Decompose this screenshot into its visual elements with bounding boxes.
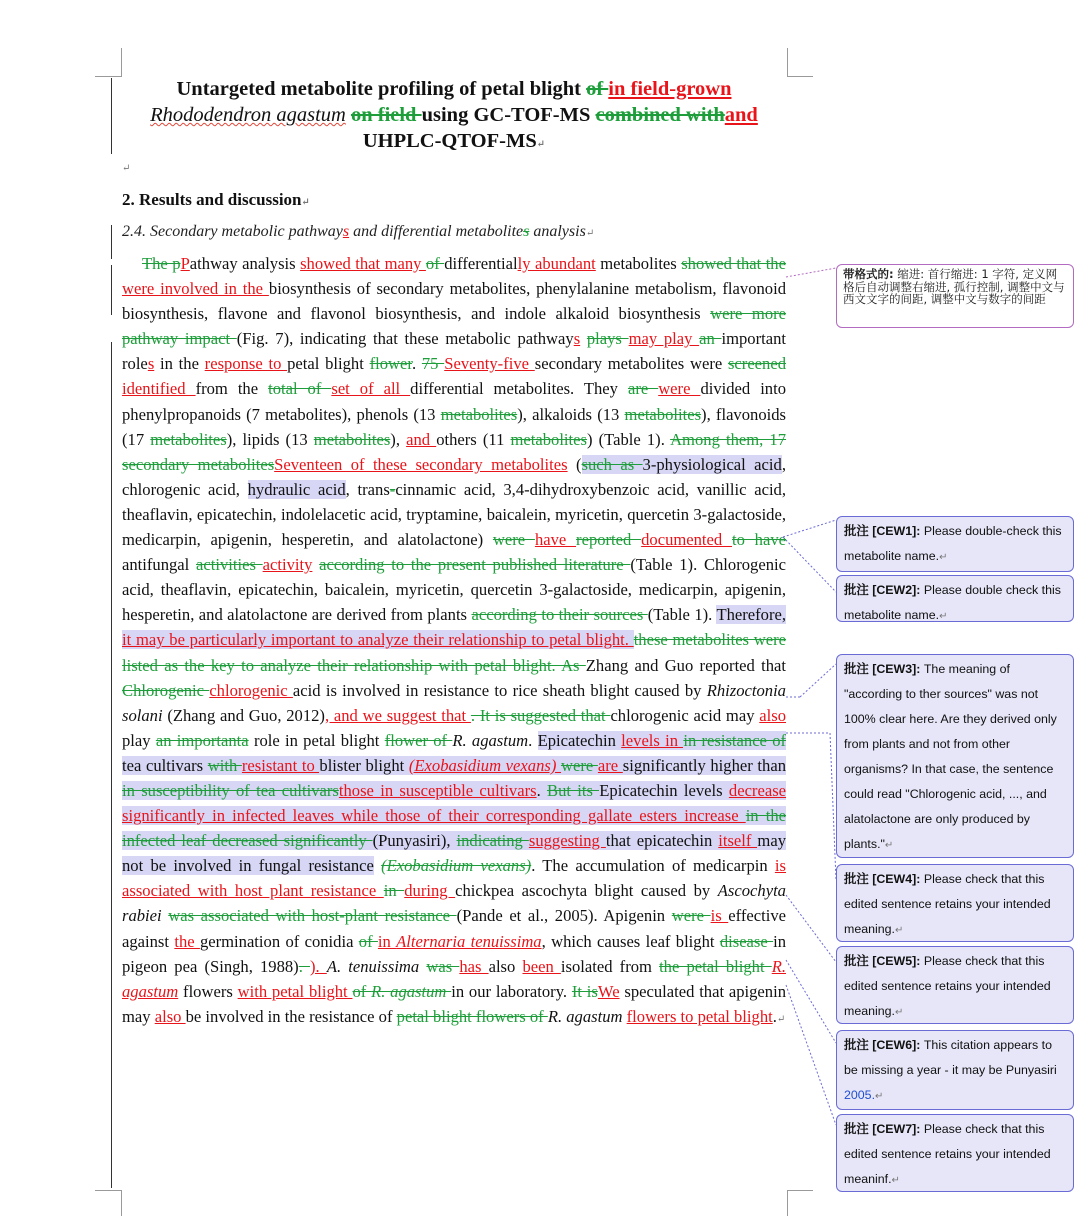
inserted-text: is (710, 906, 729, 926)
inserted-text: suggesting (528, 831, 606, 851)
deleted-text: The p (142, 254, 181, 273)
paragraph-mark: ↵ (776, 1013, 786, 1025)
body-text: , trans (345, 479, 390, 499)
document-body (122, 76, 786, 1032)
change-bar (111, 342, 112, 1188)
body-text: ( (567, 454, 582, 474)
body-text: ), flavonoids (17 (122, 404, 786, 449)
body-text: cinnamic acid, 3,4-dihydroxybenzoic acid, vanillic acid, theaflavin, epicatechin, indolelacetic acid, tryptamine, baicalein, myricetin, quercetin 3-galactoside, medicarpin, apigenin, hesperetin, and alatolactone) (122, 479, 786, 550)
body-text: Rhizoctonia solani (122, 680, 786, 725)
body-text: speculated that apigenin may (122, 981, 787, 1026)
inserted-text: also (154, 1006, 186, 1026)
deleted-text: such as (581, 454, 643, 474)
inserted-text: been (522, 956, 561, 976)
inserted-text: resistant to (241, 755, 320, 775)
inserted-text: s (147, 354, 155, 374)
deleted-text: metabolites (150, 429, 227, 449)
inserted-text: in (377, 931, 397, 951)
body-text: in our laboratory. (451, 981, 572, 1001)
body-text: ), (390, 429, 407, 449)
body-text: chlorogenic acid may (610, 705, 760, 725)
deleted-text: flower (369, 354, 412, 374)
inserted-text: itself (718, 831, 758, 851)
crop-mark-top-left (95, 76, 121, 77)
inserted-text: it may be particularly important to analyze their relationship to petal blight. (122, 630, 634, 650)
body-text: (Zhang and Guo, 2012) (162, 705, 325, 725)
deleted-text: metabolites (510, 429, 587, 449)
inserted-text: activity (262, 555, 313, 575)
body-text: ), alkaloids (13 (517, 404, 625, 424)
comment-balloon-cew3[interactable]: 批注 [CEW3]: The meaning of "according to ther sources" was not 100% clear here. Are they derived only from plants and not from other organisms? In that case, the sentence could read "Chlorogenic acid, ..., and alatolactone are only produced by plants."↵ (836, 654, 1074, 858)
body-text: . (411, 354, 422, 374)
deleted-text: an importanta (155, 730, 249, 750)
body-text: hydraulic acid (247, 479, 346, 499)
deleted-text: were (561, 755, 598, 775)
body-text (580, 329, 587, 348)
body-text: . (772, 1006, 777, 1026)
inserted-text: have (534, 530, 577, 550)
body-text: R. agastum (452, 730, 529, 750)
comment-balloon-cew7[interactable]: 批注 [CEW7]: Please check that this edited sentence retains your intended meaninf.↵ (836, 1114, 1074, 1192)
format-balloon[interactable]: 带格式的: 缩进: 首行缩进: 1 字符, 定义网格后自动调整右缩进, 孤行控制, 调整中文与西文文字的间距, 调整中文与数字的间距 (836, 264, 1074, 328)
inserted-text: during (404, 881, 456, 901)
body-text: flowers (178, 981, 238, 1001)
deleted-text: screened (727, 354, 787, 374)
deleted-text: in susceptibility of tea cultivars (122, 780, 339, 800)
comment-balloon-cew2[interactable]: 批注 [CEW2]: Please double check this metabolite name.↵ (836, 575, 1074, 622)
body-text: blister blight (319, 755, 409, 775)
deleted-text: was associated with host-plant resistance (168, 906, 457, 926)
deleted-text: metabolites (313, 429, 391, 449)
body-text: ) (Table 1). (586, 429, 671, 449)
citation-link[interactable]: 2005. (844, 1088, 876, 1102)
body-text: Zhang and Guo reported that (585, 655, 786, 675)
body-text: secondary metabolites were (534, 354, 728, 374)
deleted-text: an (699, 329, 722, 349)
deleted-text: 75 (421, 354, 445, 374)
body-text: 3-physiological acid (642, 454, 782, 474)
inserted-text: Seventeen of these secondary metabolites (274, 454, 568, 474)
comment-balloon-cew1[interactable]: 批注 [CEW1]: Please double-check this metabolite name.↵ (836, 516, 1074, 572)
body-text: (Table 1). Chlorogenic acid, theaflavin, epicatechin, baicalein, myricetin, quercetin 3-galactoside, medicarpin, apigenin, hesperetin, and alatolactone are derived from plants (122, 555, 786, 625)
body-text: significantly higher than (622, 755, 786, 775)
body-text: play (122, 730, 156, 750)
comment-balloon-cew4[interactable]: 批注 [CEW4]: Please check that this edited sentence retains your intended meaning.↵ (836, 864, 1074, 942)
deleted-text: total of (268, 379, 332, 399)
body-text: divided into phenylpropanoids (7 metabolites), phenols (13 (122, 379, 787, 424)
body-text: acid is involved in resistance to rice sheath blight caused by (292, 680, 707, 700)
crop-mark-bottom-right (787, 1190, 813, 1191)
body-text: be involved in the resistance of (185, 1006, 397, 1026)
body-text: . (528, 730, 538, 750)
deleted-text: in the infected leaf decreased significantly (122, 806, 786, 851)
deleted-text: metabolites (440, 404, 518, 424)
subsection-heading: 2.4. Secondary metabolic pathways and differential metabolites analysis↵ (122, 223, 595, 240)
change-bar (111, 225, 112, 259)
deleted-text: But its (547, 780, 600, 800)
inserted-text: Alternaria tenuissima (396, 931, 542, 951)
body-text: metabolites (595, 254, 682, 273)
deleted-text: activities (196, 555, 263, 575)
paper-title: Untargeted metabolite profiling of petal blight of in field-grown Rhododendron agastum on field using GC-TOF-MS combined withand UHPLC-QTOF-MS↵ (150, 78, 758, 152)
deleted-text: plays (586, 329, 629, 349)
body-text: . The accumulation of medicarpin (531, 856, 775, 876)
inserted-text: response to (204, 354, 288, 374)
body-text: differential (444, 254, 518, 273)
crop-mark-bottom-right-v (787, 1190, 788, 1216)
inserted-text: may play (628, 329, 700, 349)
deleted-text: R. agastum (371, 981, 452, 1001)
crop-mark-top-right-v (787, 48, 788, 77)
body-text: , chlorogenic acid, (122, 454, 786, 499)
body-text: differential metabolites. They (410, 379, 628, 399)
deleted-text: were more pathway impact (122, 304, 787, 349)
body-text: from the (195, 379, 269, 399)
inserted-text: identified (122, 379, 196, 399)
body-text: others (11 (436, 429, 511, 449)
deleted-text: these metabolites were listed as the key to analyze their relationship with petal blight. As (122, 630, 786, 675)
deleted-text: with (207, 755, 242, 775)
deleted-text: to have (731, 530, 786, 550)
body-text: R. agastum (547, 1006, 623, 1026)
deleted-text: - (389, 479, 396, 499)
comment-balloon-cew5[interactable]: 批注 [CEW5]: Please check that this edited sentence retains your intended meaning.↵ (836, 946, 1074, 1024)
body-text: isolated from (560, 956, 660, 976)
body-text: , which causes leaf blight (541, 931, 720, 951)
deleted-text: Chlorogenic (122, 680, 210, 700)
body-text: role in petal blight (248, 730, 385, 750)
deleted-text: showed that the (681, 254, 786, 273)
deleted-text: was (426, 956, 460, 976)
crop-mark-bottom-left-v (121, 1190, 122, 1216)
inserted-text: those in susceptible cultivars (338, 780, 537, 800)
body-text: Epicatechin (537, 730, 622, 750)
body-text: athway analysis (189, 254, 301, 273)
body-text: effective against (122, 906, 787, 951)
crop-mark-top-right (787, 76, 813, 77)
body-text: tea cultivars (122, 755, 208, 775)
inserted-text: flowers to petal blight (626, 1006, 773, 1026)
inserted-text: ). (310, 956, 327, 976)
body-text: (Pande et al., 2005). Apigenin (456, 906, 672, 926)
deleted-text: (Exobasidium vexans) (381, 856, 532, 876)
inserted-text: has (459, 956, 489, 976)
change-bar (111, 265, 112, 315)
deleted-text: in resistance of (683, 730, 787, 750)
deleted-text: metabolites (624, 404, 702, 424)
deleted-text: according to the present published literature (319, 555, 631, 575)
tracked-changes-paragraph[interactable] (122, 251, 786, 1032)
body-text: . (536, 780, 548, 800)
body-text: ), lipids (13 (226, 429, 314, 449)
body-text: may not be involved in fungal resistance (122, 831, 786, 876)
deleted-text: of (358, 931, 378, 951)
deleted-text: . It is suggested that (470, 705, 611, 725)
inserted-text: are (597, 755, 623, 775)
deleted-text: were (492, 530, 535, 550)
inserted-text: , and we suggest that (324, 705, 471, 725)
body-text: that epicatechin (605, 831, 719, 851)
inserted-text: We (597, 981, 620, 1001)
deleted-text: are (627, 379, 659, 399)
section-heading: 2. Results and discussion↵ (122, 190, 310, 209)
change-bar (111, 78, 112, 154)
body-text: (Fig. 7), indicating that these metabolic pathway (236, 329, 574, 349)
deleted-text: reported (576, 530, 642, 550)
inserted-text: decrease significantly in infected leaves while those of their corresponding gallate esters increase (122, 780, 787, 826)
body-text: in the (154, 354, 205, 374)
deleted-text: . (298, 956, 310, 976)
body-text: Ascochyta rabiei (122, 881, 786, 926)
deleted-text: It is (571, 981, 598, 1001)
body-text: levels (677, 780, 729, 800)
body-text: Epicatechin (599, 780, 678, 800)
inserted-text: were (658, 379, 701, 399)
inserted-text: also (759, 705, 787, 725)
body-text: also (488, 956, 523, 976)
body-text: petal blight (287, 354, 370, 374)
deleted-text: of (352, 981, 372, 1001)
body-text: (Table 1). (647, 605, 717, 625)
inserted-text: is associated with host plant resistance (122, 856, 786, 901)
blank-line: ↵ (122, 163, 131, 174)
deleted-text: flower of (384, 730, 453, 750)
inserted-text: and (406, 429, 437, 449)
inserted-text: the (174, 931, 200, 951)
inserted-text: s (573, 329, 581, 349)
crop-mark-top-left-v (121, 48, 122, 77)
inserted-text: with petal blight (237, 981, 353, 1001)
body-text: chickpea ascochyta blight caused by (455, 881, 718, 901)
body-text: A. tenuissima (326, 956, 420, 976)
body-text: in pigeon pea (Singh, 1988) (122, 931, 786, 976)
comment-balloon-cew6[interactable]: 批注 [CEW6]: This citation appears to be missing a year - it may be Punyasiri 2005.↵ (836, 1030, 1074, 1110)
inserted-text: R. agastum (122, 956, 786, 1001)
inserted-text: levels in (621, 730, 684, 750)
body-text: (Punyasiri), (372, 831, 457, 851)
body-text: Therefore, (716, 605, 787, 625)
body-text: important role (122, 329, 787, 374)
body-text: biosynthesis of secondary metabolites, phenylalanine metabolism, flavonoid biosynthesis, flavone and flavonol biosynthesis, and indole alkaloid biosynthesis (122, 279, 787, 324)
inserted-text: Seventy-five (444, 354, 535, 374)
deleted-text: in (383, 881, 405, 901)
inserted-text: ly abundant (517, 254, 596, 273)
deleted-text: of (425, 254, 445, 273)
inserted-text: chlorogenic (209, 680, 293, 700)
inserted-text: documented (641, 530, 732, 550)
inserted-text: (Exobasidium vexans) (408, 755, 561, 775)
deleted-text: Among them, 17 secondary metabolites (122, 429, 787, 474)
body-text: antifungal (122, 555, 196, 575)
inserted-text: showed that many (300, 254, 426, 273)
deleted-text: disease (719, 931, 774, 951)
deleted-text: the petal blight (659, 956, 772, 976)
inserted-text: were involved in the (122, 279, 269, 299)
deleted-text: according to their sources (471, 605, 648, 625)
deleted-text: petal blight flowers of (396, 1006, 548, 1026)
inserted-text: set of all (331, 379, 411, 399)
inserted-text: P (180, 254, 190, 273)
crop-mark-bottom-left (95, 1190, 121, 1191)
deleted-text: were (671, 906, 711, 926)
deleted-text: indicating (456, 831, 529, 851)
body-text: germination of conidia (199, 931, 359, 951)
